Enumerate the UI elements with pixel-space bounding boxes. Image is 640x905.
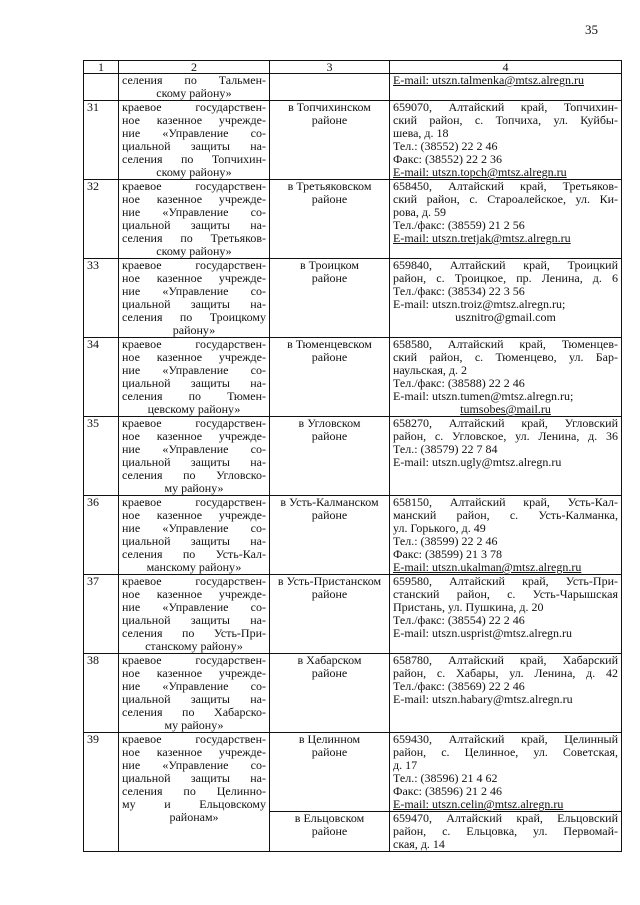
contact-info — [390, 101, 622, 180]
institution-name-line: району» — [172, 323, 216, 337]
email-line: E-mail: utszn.ukalman@mtsz.alregn.ru — [393, 560, 582, 574]
district-line: районе — [311, 824, 348, 838]
institution-name-line: му району» — [164, 718, 224, 732]
institution-name-line: селения по Целинно- — [122, 784, 266, 798]
contact-line: Факс: (38599) 21 3 78 — [393, 547, 502, 561]
institution-name-line: скому району» — [156, 165, 232, 179]
institution-name-line: ние «Управление со- — [122, 758, 266, 772]
table-row — [84, 259, 622, 338]
contact-line: ская, д. 14 — [393, 837, 445, 851]
institution-name — [119, 180, 270, 259]
district-line: районе — [311, 192, 348, 206]
email-line: usznitro@gmail.com — [455, 310, 556, 324]
district-name — [270, 733, 390, 812]
institution-name-line: циальной защиты на- — [122, 139, 266, 153]
row-number: 31 — [84, 101, 119, 180]
row-number: 32 — [84, 180, 119, 259]
institution-name-line: краевое государствен- — [122, 337, 266, 351]
contact-info — [390, 812, 622, 852]
table-row — [84, 338, 622, 417]
institution-name-line: манскому району» — [146, 560, 242, 574]
contact-line: манский район, с. Усть-Калманка, — [393, 508, 618, 522]
row-number: 33 — [84, 259, 119, 338]
institution-name-line: ное казенное учрежде- — [122, 271, 266, 285]
institution-name-line: ное казенное учрежде- — [122, 666, 266, 680]
email-line: E-mail: utszn.troiz@mtsz.alregn.ru; — [393, 297, 566, 311]
contact-line: Тел.: (38552) 22 2 46 — [393, 139, 498, 153]
district-line: районе — [311, 745, 348, 759]
institution-name — [119, 74, 270, 101]
header-col-3: 3 — [270, 61, 390, 74]
contact-line: ул. Горького, д. 49 — [393, 521, 486, 535]
header-col-4: 4 — [390, 61, 622, 74]
contact-line: Тел./факс: (38554) 22 2 46 — [393, 613, 525, 627]
institution-name — [119, 417, 270, 496]
table-row — [84, 575, 622, 654]
institution-name-line: ние «Управление со- — [122, 126, 266, 140]
contact-line: район, с. Хабары, ул. Ленина, д. 42 — [393, 666, 618, 680]
institution-name-line: цевскому району» — [147, 402, 241, 416]
contact-line: Тел./факс: (38559) 21 2 56 — [393, 218, 525, 232]
contact-line: 659430, Алтайский край, Целинный — [393, 732, 618, 746]
institution-name-line: ние «Управление со- — [122, 600, 266, 614]
district-line: в Ельцовском — [294, 811, 365, 825]
district-line: районе — [311, 666, 348, 680]
contact-info — [390, 496, 622, 575]
institution-name-line: циальной защиты на- — [122, 771, 266, 785]
contact-line: Факс: (38552) 22 2 36 — [393, 152, 502, 166]
institution-name-line: ное казенное учрежде- — [122, 587, 266, 601]
district-line: в Троицком — [300, 258, 359, 272]
institution-name — [119, 733, 270, 852]
contact-line: наульская, д. 2 — [393, 363, 467, 377]
institution-name-line: скому району» — [156, 244, 232, 258]
contact-line: Тел./факс: (38569) 22 2 46 — [393, 679, 525, 693]
district-name — [270, 575, 390, 654]
contact-line: ский район, с. Топчиха, ул. Куйбы- — [393, 113, 618, 127]
table-row — [84, 74, 622, 101]
district-line: районе — [311, 587, 348, 601]
institution-name-line: скому району» — [156, 86, 232, 100]
district-line: в Усть-Пристанском — [277, 574, 382, 588]
district-name — [270, 180, 390, 259]
district-line: районе — [311, 508, 348, 522]
contact-line: ский район, с. Тюменцево, ул. Бар- — [393, 350, 618, 364]
institution-name-line: краевое государствен- — [122, 100, 266, 114]
district-line: районе — [311, 271, 348, 285]
contact-line: Тел./факс: (38588) 22 2 46 — [393, 376, 525, 390]
district-name — [270, 338, 390, 417]
contact-line: район, с. Целинное, ул. Советская, — [393, 745, 618, 759]
institution-name-line: ное казенное учрежде- — [122, 113, 266, 127]
contact-line: Пристань, ул. Пушкина, д. 20 — [393, 600, 544, 614]
row-number — [84, 74, 119, 101]
district-line: в Третьяковском — [287, 179, 372, 193]
district-name — [270, 259, 390, 338]
institution-name-line: циальной защиты на- — [122, 613, 266, 627]
contact-line: 658150, Алтайский край, Усть-Кал- — [393, 495, 618, 509]
district-name — [270, 101, 390, 180]
contact-info — [390, 259, 622, 338]
contact-line: Тел.: (38596) 21 4 62 — [393, 771, 498, 785]
contact-line: Факс: (38596) 21 2 46 — [393, 784, 502, 798]
institution-name-line: циальной защиты на- — [122, 218, 266, 232]
institution-name-line: селения по Тальмен- — [122, 73, 266, 87]
institution-name-line: селения по Топчихин- — [122, 152, 266, 166]
contact-line: 658780, Алтайский край, Хабарский — [393, 653, 618, 667]
header-col-1: 1 — [84, 61, 119, 74]
contact-line: Тел.: (38599) 22 2 46 — [393, 534, 498, 548]
email-line: tumsobes@mail.ru — [460, 402, 551, 416]
contact-line: ский район, с. Староалейское, ул. Ки- — [393, 192, 618, 206]
email-line: E-mail: utszn.tretjak@mtsz.alregn.ru — [393, 231, 571, 245]
institution-name-line: районам» — [169, 810, 219, 824]
institution-name-line: селения по Угловско- — [122, 468, 266, 482]
district-line: в Тюменцевском — [287, 337, 372, 351]
contact-line: рова, д. 59 — [393, 205, 446, 219]
institution-name-line: ное казенное учрежде- — [122, 745, 266, 759]
district-line: в Топчихинском — [288, 100, 371, 114]
institution-name-line: станскому району» — [145, 639, 243, 653]
institution-name-line: ние «Управление со- — [122, 363, 266, 377]
institution-name-line: му району» — [164, 481, 224, 495]
district-name — [270, 496, 390, 575]
header-col-2: 2 — [119, 61, 270, 74]
table-header-row — [84, 61, 622, 74]
institution-name-line: циальной защиты на- — [122, 534, 266, 548]
table-row — [84, 101, 622, 180]
institution-name — [119, 338, 270, 417]
contact-info — [390, 180, 622, 259]
table-row — [84, 180, 622, 259]
institution-name-line: ное казенное учрежде- — [122, 192, 266, 206]
contact-line: 658580, Алтайский край, Тюменцев- — [393, 337, 618, 351]
district-line: в Усть-Калманском — [280, 495, 379, 509]
institution-name-line: циальной защиты на- — [122, 455, 266, 469]
institution-name — [119, 496, 270, 575]
row-number: 39 — [84, 733, 119, 852]
contact-line: шева, д. 18 — [393, 126, 449, 140]
contact-line: 659470, Алтайский край, Ельцовский — [393, 811, 618, 825]
district-line: в Целинном — [298, 732, 361, 746]
contact-line: район, с. Ельцовка, ул. Первомай- — [393, 824, 618, 838]
institution-name-line: ное казенное учрежде- — [122, 508, 266, 522]
contact-line: 659070, Алтайский край, Топчихин- — [393, 100, 618, 114]
contact-line: д. 17 — [393, 758, 418, 772]
contact-info — [390, 733, 622, 812]
district-line: районе — [311, 113, 348, 127]
contact-info — [390, 74, 622, 101]
contact-line: район, с. Угловское, ул. Ленина, д. 36 — [393, 429, 618, 443]
page-number: 35 — [585, 22, 598, 37]
district-line: районе — [311, 429, 348, 443]
email-line: E-mail: utszn.celin@mtsz.alregn.ru — [393, 797, 564, 811]
table-row — [84, 496, 622, 575]
contact-info — [390, 575, 622, 654]
email-line: E-mail: utszn.ugly@mtsz.alregn.ru — [393, 455, 562, 469]
email-line: E-mail: utszn.tumen@mtsz.alregn.ru; — [393, 389, 574, 403]
contact-line: 659580, Алтайский край, Усть-При- — [393, 574, 618, 588]
district-line: в Угловском — [298, 416, 361, 430]
institution-name-line: краевое государствен- — [122, 732, 266, 746]
institution-name-line: селения по Троицкому — [122, 310, 266, 324]
institution-name-line: краевое государствен- — [122, 416, 266, 430]
institution-name-line: циальной защиты на- — [122, 692, 266, 706]
institution-name-line: ние «Управление со- — [122, 521, 266, 535]
contact-info — [390, 338, 622, 417]
institution-name-line: ние «Управление со- — [122, 284, 266, 298]
institution-name-line: селения по Хабарско- — [122, 705, 266, 719]
contact-line: станский район, с. Усть-Чарышская — [393, 587, 618, 601]
table-row — [84, 654, 622, 733]
district-line: в Хабарском — [297, 653, 362, 667]
district-line: районе — [311, 350, 348, 364]
institution-name-line: краевое государствен- — [122, 179, 266, 193]
institution-name-line: ние «Управление со- — [122, 442, 266, 456]
district-name — [270, 812, 390, 852]
institution-name-line: селения по Третьяков- — [122, 231, 266, 245]
contact-info — [390, 654, 622, 733]
contact-line: Тел.: (38579) 22 7 84 — [393, 442, 498, 456]
institution-name-line: селения по Усть-Кал- — [122, 547, 266, 561]
table-row — [84, 733, 622, 812]
row-number: 36 — [84, 496, 119, 575]
row-number: 35 — [84, 417, 119, 496]
email-line: E-mail: utszn.habary@mtsz.alregn.ru — [393, 692, 573, 706]
email-line: E-mail: utszn.talmenka@mtsz.alregn.ru — [393, 73, 584, 87]
institution-name-line: краевое государствен- — [122, 495, 266, 509]
district-name — [270, 654, 390, 733]
row-number: 37 — [84, 575, 119, 654]
institution-name — [119, 575, 270, 654]
institution-name-line: краевое государствен- — [122, 258, 266, 272]
institution-name-line: ное казенное учрежде- — [122, 350, 266, 364]
contact-line: район, с. Троицкое, пр. Ленина, д. 6 — [393, 271, 618, 285]
institution-name-line: селения по Тюмен- — [122, 389, 266, 403]
institution-name-line: му и Ельцовскому — [122, 797, 266, 811]
institution-name-line: циальной защиты на- — [122, 297, 266, 311]
row-number: 34 — [84, 338, 119, 417]
institution-name-line: селения по Усть-При- — [122, 626, 266, 640]
contact-info — [390, 417, 622, 496]
row-number: 38 — [84, 654, 119, 733]
institution-name-line: краевое государствен- — [122, 653, 266, 667]
institution-name-line: краевое государствен- — [122, 574, 266, 588]
institution-name-line: ние «Управление со- — [122, 679, 266, 693]
institution-name — [119, 654, 270, 733]
institutions-table — [83, 60, 622, 852]
district-name — [270, 417, 390, 496]
contact-line: 659840, Алтайский край, Троицкий — [393, 258, 618, 272]
institution-name-line: циальной защиты на- — [122, 376, 266, 390]
email-line: E-mail: utszn.topch@mtsz.alregn.ru — [393, 165, 567, 179]
institution-name — [119, 259, 270, 338]
district-name — [270, 74, 390, 101]
institution-name — [119, 101, 270, 180]
institution-name-line: ние «Управление со- — [122, 205, 266, 219]
contact-line: 658270, Алтайский край, Угловский — [393, 416, 618, 430]
email-line: E-mail: utszn.usprist@mtsz.alregn.ru — [393, 626, 573, 640]
table-row — [84, 417, 622, 496]
contact-line: 658450, Алтайский край, Третьяков- — [393, 179, 618, 193]
institution-name-line: ное казенное учрежде- — [122, 429, 266, 443]
contact-line: Тел./факс: (38534) 22 3 56 — [393, 284, 525, 298]
